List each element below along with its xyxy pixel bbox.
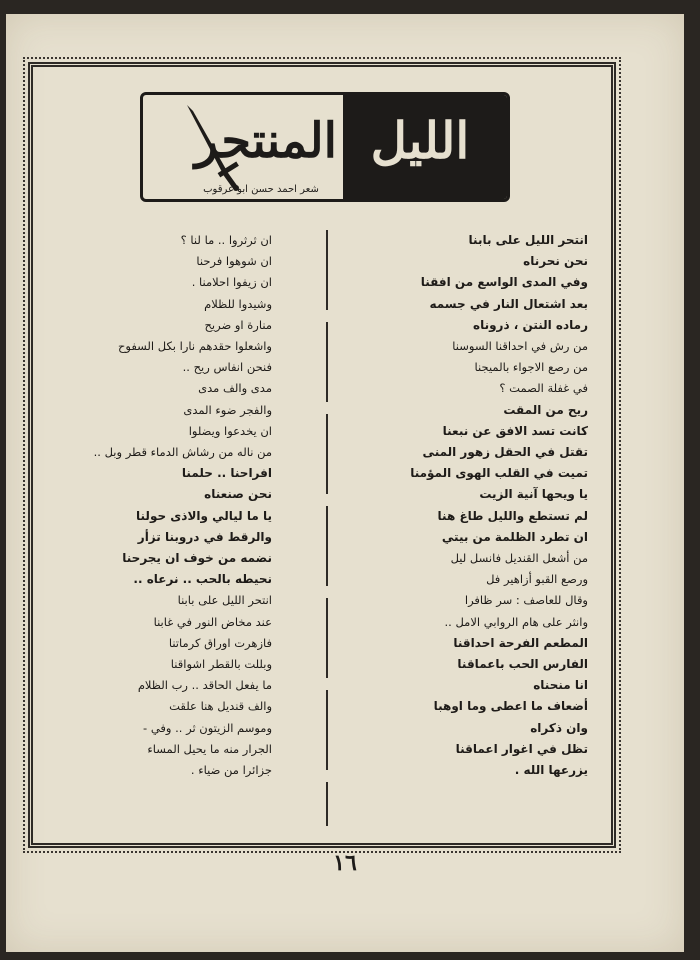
poem-line: ان ثرثروا .. ما لنا ؟ (180, 233, 272, 247)
poem-line: تظل في اغوار اعماقنا (455, 741, 588, 756)
poem-line: يا ويحها آنية الزيت (479, 487, 588, 502)
poem-line: ان شوهوا فرحنا (196, 254, 272, 269)
poem-line: ريح من المقت (503, 402, 588, 417)
poem-line: واشعلوا حقدهم نارا بكل السفوح (117, 339, 272, 354)
poem-line: والف قنديل هنا علقت (169, 699, 272, 714)
poem-line: ان يخدعوا ويضلوا (188, 423, 272, 438)
poem-line: والرقط في دروبنا تزأر (137, 529, 272, 544)
poem-line: ما يفعل الحاقد .. رب الظلام (137, 678, 272, 693)
poem-line: افراحنا .. حلمنا (181, 466, 272, 481)
column-divider (326, 230, 328, 826)
poem-line: وانثر على هام الروابي الامل .. (444, 614, 588, 629)
poem-line: من أشعل القنديل فانسل ليل (450, 551, 588, 566)
poem-line: في غفلة الصمت ؟ (499, 381, 588, 396)
poem-line: كانت تسد الافق عن نبعنا (442, 423, 588, 438)
poem-line: وان ذكراه (530, 720, 588, 735)
poem-line: وفي المدى الواسع من افقنا (420, 275, 588, 290)
poem-line: الفارس الحب باعماقنا (457, 657, 588, 672)
poem-line: نضمه من خوف ان يجرحنا (122, 551, 272, 566)
poem-column-right (358, 230, 588, 781)
poem-line: من ناله من رشاش الدماء قطر وبل .. (93, 445, 272, 460)
poem-line: انتحر الليل على بابنا (468, 233, 588, 247)
poem-line: والفجر ضوء المدى (183, 402, 272, 417)
poem-line: ان زيفوا احلامنا . (191, 275, 272, 290)
poem-line: المطعم الفرحة احداقنا (453, 635, 588, 650)
poem-line: يا ما ليالي والاذى حولنا (136, 508, 272, 523)
poem-line: عند مخاض النور في غابنا (153, 614, 272, 629)
poem-line: فنحن انفاس ريح .. (182, 360, 272, 375)
poem-line: وموسم الزيتون ثر .. وفي - (143, 720, 272, 735)
title-banner (140, 92, 510, 202)
page-number: ١٦ (333, 850, 357, 876)
poem-line: مدى والف مدى (198, 381, 272, 396)
poem-line: تقتل في الحقل زهور المنى (422, 445, 588, 460)
poem-line: فازهرت اوراق كرماتنا (168, 635, 272, 650)
title-word-night: الليل (370, 111, 470, 170)
poem-line: يزرعها الله . (514, 763, 588, 778)
poem-line: وقال للعاصف : سر ظافرا (464, 593, 588, 608)
poem-line: جزائرا من ضياء . (190, 763, 272, 778)
poem-line: ان تطرد الظلمة من بيتي (441, 529, 588, 544)
poem-line: انا منحناه (533, 678, 588, 693)
poem-line: نحن نحرناه (523, 254, 588, 269)
poem-line: رماده النتن ، ذروناه (472, 317, 588, 332)
magazine-page (6, 14, 684, 952)
poem-line: منارة او ضريح (204, 317, 272, 332)
poem-line: انتحر الليل على بابنا (177, 593, 272, 608)
poem-line: نحيطه بالحب .. نرعاه .. (133, 572, 272, 587)
poem-line: من رش في احداقنا السوسنا (452, 339, 588, 354)
poem-line: تميت في القلب الهوى المؤمنا (410, 466, 588, 481)
poem-line: نحن صنعناه (204, 487, 272, 502)
poem-line: وشيدوا للظلام (204, 296, 272, 311)
poem-column-left (72, 230, 272, 781)
poem-line: الجرار منه ما يحيل المساء (147, 741, 272, 756)
poem-line: لم تستطع والليل طاغ هنا (437, 508, 588, 523)
poem-line: أضعاف ما اعطى وما اوهبا (433, 699, 588, 714)
poem-line: وبللت بالقطر اشواقنا (170, 657, 272, 672)
title-word-suicide: المنتحر (194, 113, 337, 169)
poem-line: بعد اشتعال النار في جسمه (429, 296, 588, 311)
poem-line: ورصع القبو أزاهير فل (486, 572, 588, 587)
poem-byline: شعر احمد حسن ابو عرقوب (203, 184, 319, 195)
poem-line: من رصع الاجواء بالميجنا (474, 360, 588, 375)
dagger-icon (179, 101, 249, 191)
